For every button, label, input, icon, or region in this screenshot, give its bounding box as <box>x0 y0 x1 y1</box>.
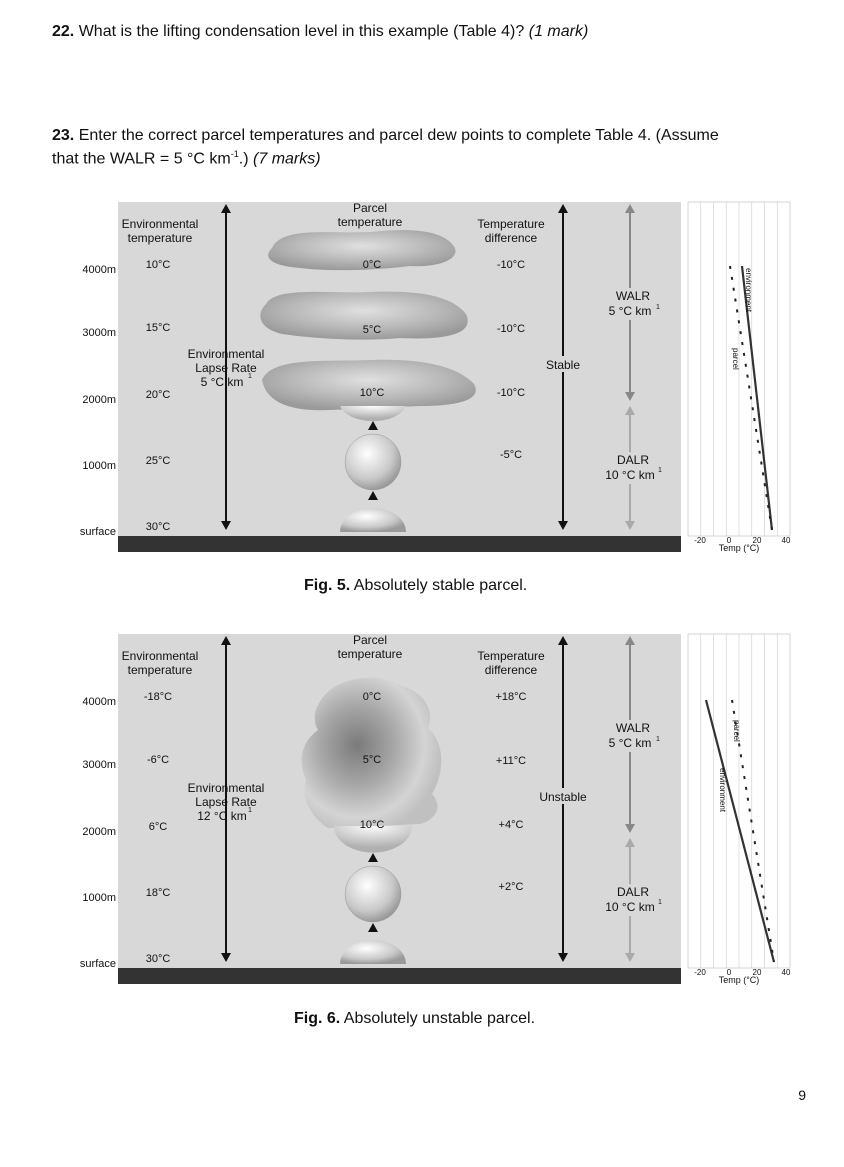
graph-tick-label: 40 <box>781 968 791 977</box>
parcel-sphere <box>345 434 401 490</box>
dalr-label-line1: DALR <box>616 885 650 899</box>
height-label: surface <box>79 958 116 970</box>
graph-line-label: parcel <box>731 348 740 370</box>
graph-tick-label: 0 <box>726 536 732 545</box>
superscript: -1 <box>230 149 239 159</box>
question-text-line2-end: .) <box>238 150 249 168</box>
parcel-temp-value: 10°C <box>359 387 385 399</box>
figure-6-diagram <box>0 628 844 998</box>
temp-diff-value: -10°C <box>496 323 526 335</box>
dalr-label-line2: 10 °C km <box>605 900 655 914</box>
env-temp-value: 30°C <box>145 953 171 965</box>
walr-label-line1: WALR <box>615 721 651 735</box>
figure-5-diagram <box>0 196 844 566</box>
env-header-line1: Environmental <box>121 217 199 231</box>
figure-6 <box>0 628 844 998</box>
elr-label-line3: 12 °C km <box>197 809 247 823</box>
height-label: 3000m <box>82 759 116 771</box>
elr-label-line2: Lapse Rate <box>195 795 257 809</box>
walr-superscript: 1 <box>656 304 660 311</box>
env-temp-value: 18°C <box>145 887 171 899</box>
height-label: 4000m <box>82 696 116 708</box>
env-temp-value: -6°C <box>146 754 170 766</box>
parcel-sphere <box>345 866 401 922</box>
diff-header-line1: Temperature <box>477 217 545 231</box>
temp-diff-value: +18°C <box>495 691 527 703</box>
page-number: 9 <box>798 1087 806 1103</box>
stability-label: Unstable <box>539 790 587 804</box>
caption-text: Absolutely unstable parcel. <box>343 1010 536 1027</box>
question-23 <box>52 126 812 168</box>
env-temp-value: 20°C <box>145 389 171 401</box>
parcel-header-line2: temperature <box>337 647 403 661</box>
env-temp-value: -18°C <box>143 691 173 703</box>
dalr-superscript: 1 <box>658 899 662 906</box>
parcel-temp-value: 10°C <box>359 819 385 831</box>
question-22 <box>52 22 588 41</box>
figure-5-caption <box>304 577 527 595</box>
ground <box>118 968 681 984</box>
height-label: 2000m <box>82 394 116 406</box>
env-temp-value: 15°C <box>145 322 171 334</box>
graph-tick-label: 40 <box>781 536 791 545</box>
elr-label-line1: Environmental <box>187 347 265 361</box>
question-marks: (1 mark) <box>528 23 589 40</box>
walr-label-line2: 5 °C km <box>608 304 652 318</box>
height-label: 4000m <box>82 264 116 276</box>
graph-line-label: environment <box>744 268 753 313</box>
walr-label-line1: WALR <box>615 289 651 303</box>
env-header-line1: Environmental <box>121 649 199 663</box>
question-text: What is the lifting condensation level in this example (Table 4)? <box>78 23 525 40</box>
question-number: 22. <box>52 23 75 40</box>
graph-line-label: parcel <box>732 720 741 742</box>
diff-header-line2: difference <box>484 663 538 677</box>
graph-axis-label: Temp (°C) <box>718 975 760 985</box>
elr-label-line2: Lapse Rate <box>195 361 257 375</box>
temp-diff-value: -10°C <box>496 387 526 399</box>
elr-superscript: 1 <box>248 807 252 814</box>
graph-tick-label: 20 <box>752 536 762 545</box>
env-header-line2: temperature <box>127 231 193 245</box>
parcel-temp-value: 0°C <box>362 259 382 271</box>
cloud <box>262 360 476 411</box>
stability-label: Stable <box>545 358 581 372</box>
walr-label-line2: 5 °C km <box>608 736 652 750</box>
dalr-label-line1: DALR <box>616 453 650 467</box>
dalr-label-line2: 10 °C km <box>605 468 655 482</box>
question-marks: (7 marks) <box>253 150 321 168</box>
env-temp-value: 30°C <box>145 521 171 533</box>
parcel-temp-value: 5°C <box>362 324 382 336</box>
dalr-superscript: 1 <box>658 467 662 474</box>
height-label: 3000m <box>82 327 116 339</box>
height-label: 1000m <box>82 460 116 472</box>
graph-axis-label: Temp (°C) <box>718 543 760 553</box>
parcel-header-line1: Parcel <box>352 633 388 647</box>
question-text-line2: that the WALR = 5 °C km <box>52 150 231 168</box>
temp-diff-value: -5°C <box>499 449 523 461</box>
temp-diff-value: +4°C <box>498 819 524 831</box>
caption-text: Absolutely stable parcel. <box>353 577 528 594</box>
height-label: surface <box>79 526 116 538</box>
diff-header-line2: difference <box>484 231 538 245</box>
parcel-temp-value: 5°C <box>362 754 382 766</box>
graph-line-label: environment <box>718 768 727 813</box>
question-number: 23. <box>52 127 75 144</box>
elr-label-line1: Environmental <box>187 781 265 795</box>
ground <box>118 536 681 552</box>
elr-superscript: 1 <box>248 373 252 380</box>
temp-diff-value: +11°C <box>495 755 527 767</box>
caption-label: Fig. 6. <box>294 1010 341 1027</box>
graph-tick-label: -20 <box>694 968 706 977</box>
env-header-line2: temperature <box>127 663 193 677</box>
height-label: 1000m <box>82 892 116 904</box>
graph-tick-label: 0 <box>726 968 732 977</box>
walr-superscript: 1 <box>656 736 660 743</box>
figure-5 <box>0 196 844 566</box>
graph-tick-label: -20 <box>694 536 706 545</box>
graph-tick-label: 20 <box>752 968 762 977</box>
env-temp-value: 6°C <box>148 821 168 833</box>
env-temp-value: 25°C <box>145 455 171 467</box>
parcel-temp-value: 0°C <box>362 691 382 703</box>
temp-diff-value: +2°C <box>498 881 524 893</box>
env-temp-value: 10°C <box>145 259 171 271</box>
figure-6-caption <box>294 1010 535 1028</box>
caption-label: Fig. 5. <box>304 577 351 594</box>
parcel-header-line1: Parcel <box>352 201 388 215</box>
height-label: 2000m <box>82 826 116 838</box>
diff-header-line1: Temperature <box>477 649 545 663</box>
parcel-header-line2: temperature <box>337 215 403 229</box>
temp-diff-value: -10°C <box>496 259 526 271</box>
elr-label-line3: 5 °C km <box>200 375 244 389</box>
question-text-line1: Enter the correct parcel temperatures and parcel dew points to complete Table 4. (Assume <box>78 127 719 144</box>
